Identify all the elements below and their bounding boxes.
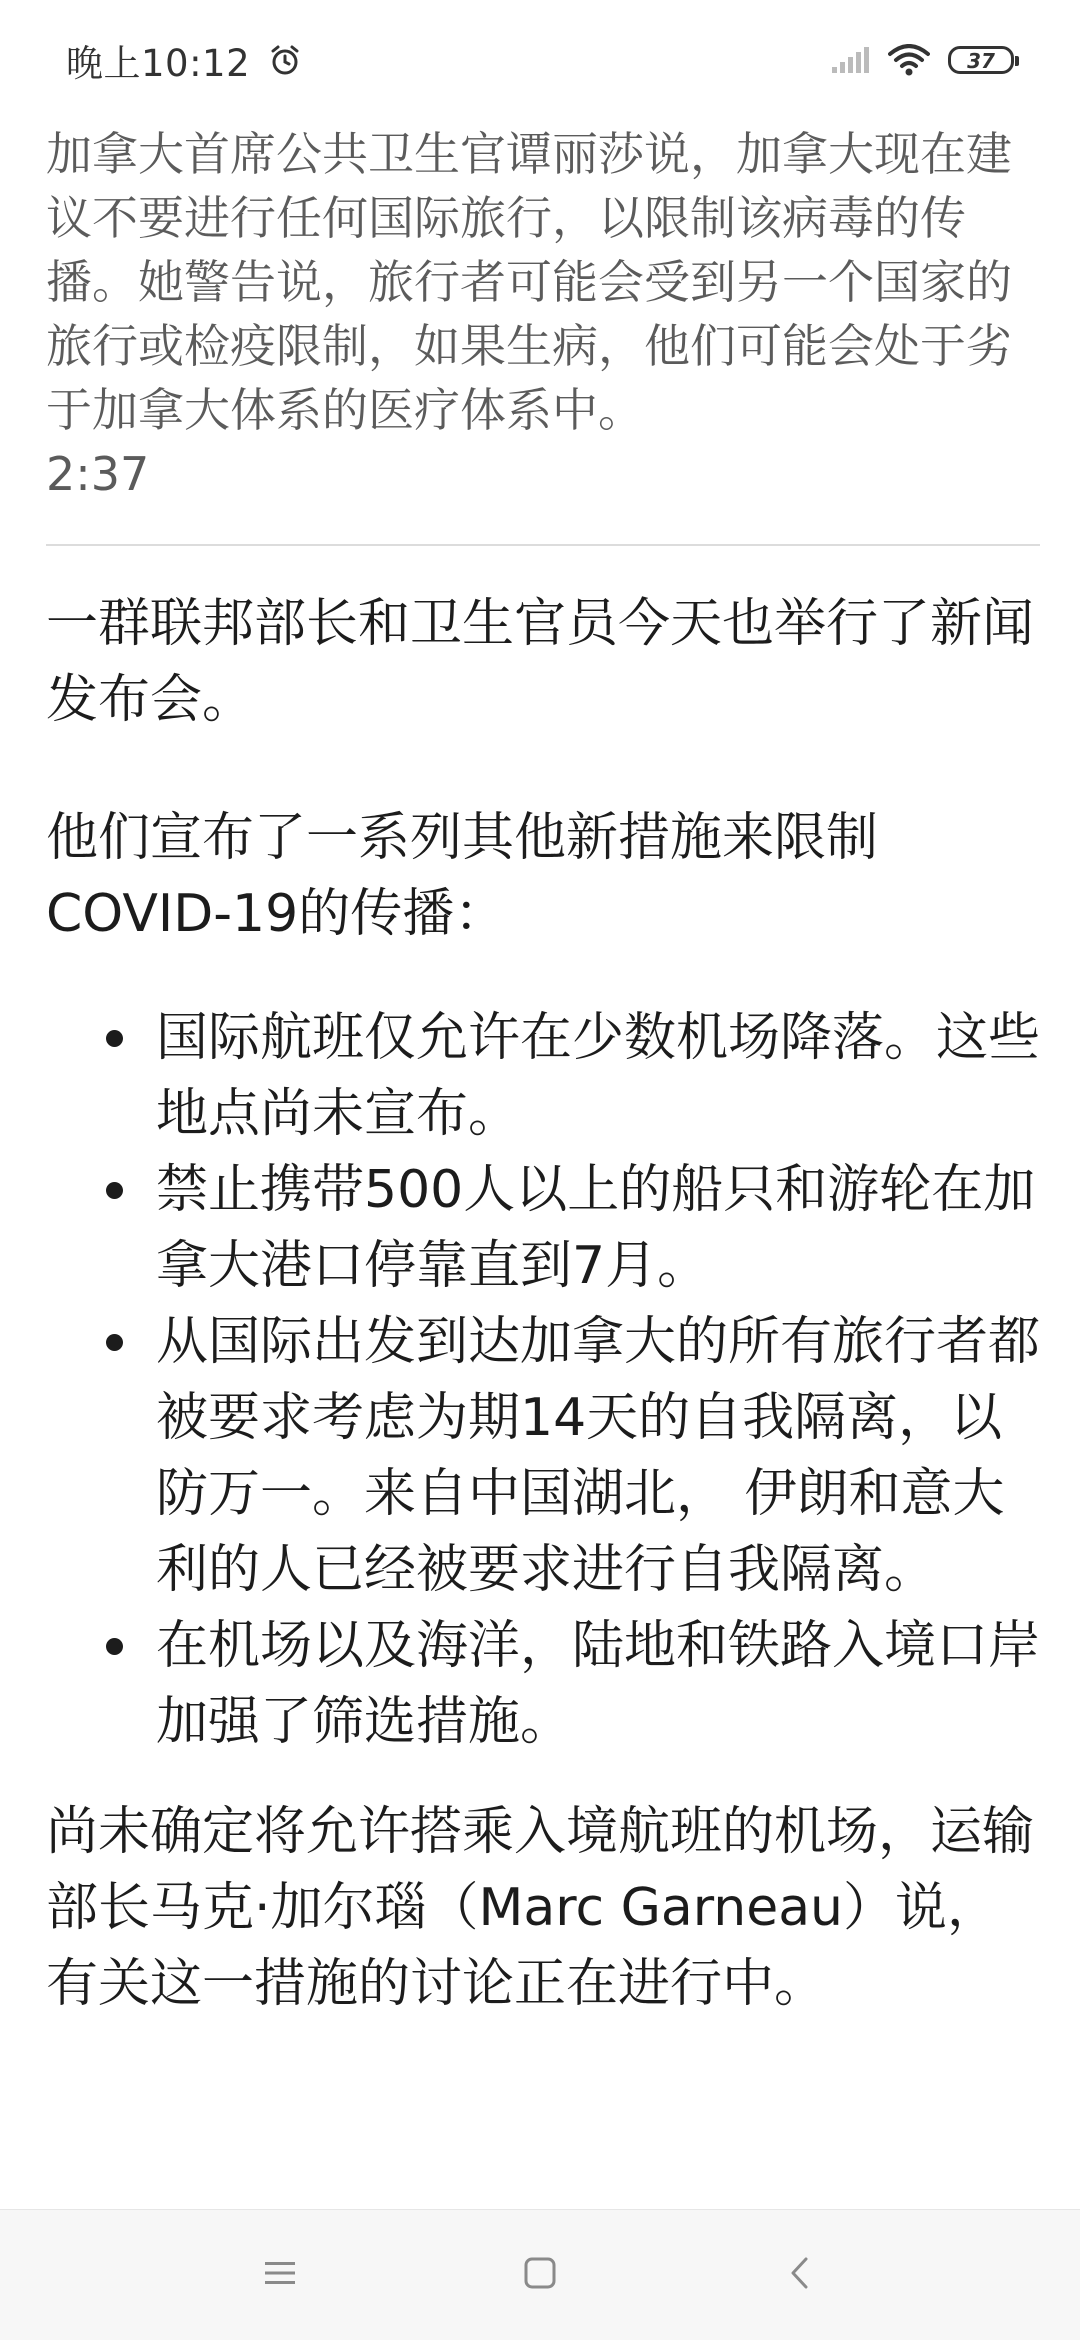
list-item <box>46 1608 1040 1760</box>
quote-time: 2:37 <box>46 447 150 501</box>
list-item <box>46 1304 1040 1608</box>
menu-icon <box>263 2259 297 2291</box>
measures-list <box>46 1000 1040 1760</box>
home-square-icon <box>523 2256 557 2294</box>
navigation-bar <box>0 2209 1080 2340</box>
list-item-text: 禁止携带500人以上的船只和游轮在加拿大港口停靠直到7月。 <box>156 1160 1036 1296</box>
back-button[interactable] <box>770 2245 830 2305</box>
bullet-dot <box>106 1334 123 1351</box>
status-left <box>66 33 302 87</box>
list-item-text: 国际航班仅允许在少数机场降落。这些地点尚未宣布。 <box>156 1008 1041 1144</box>
bullet-dot <box>106 1030 123 1047</box>
list-item-text: 在机场以及海洋，陆地和铁路入境口岸加强了筛选措施。 <box>156 1616 1041 1752</box>
bullet-dot <box>106 1638 123 1655</box>
menu-button[interactable] <box>250 2245 310 2305</box>
battery-icon <box>948 46 1014 74</box>
list-item-text: 从国际出发到达加拿大的所有旅行者都被要求考虑为期14天的自我隔离，以防万一。来自中国湖北， 伊朗和意大利的人已经被要求进行自我隔离。 <box>156 1312 1041 1600</box>
article-paragraph-3: 尚未确定将允许搭乘入境航班的机场，运输部长马克·加尔瑙（Marc Garneau）说，有关这一措施的讨论正在进行中。 <box>46 1802 1035 2014</box>
battery-level: 37 <box>967 48 995 73</box>
alarm-icon <box>268 43 302 77</box>
list-item <box>46 1152 1040 1304</box>
status-right <box>830 44 1014 76</box>
list-item <box>46 1000 1040 1152</box>
divider <box>46 544 1040 546</box>
signal-icon <box>830 45 870 75</box>
quote-block <box>46 122 1040 506</box>
article-paragraph-2: 他们宣布了一系列其他新措施来限制COVID-19的传播： <box>46 808 879 944</box>
article-content <box>46 122 1040 2022</box>
quote-text: 加拿大首席公共卫生官谭丽莎说，加拿大现在建议不要进行任何国际旅行，以限制该病毒的传播。她警告说，旅行者可能会受到另一个国家的旅行或检疫限制，如果生病，他们可能会处于劣于加拿大体系的医疗体系中。 <box>46 127 1012 437</box>
status-time: 晚上10:12 <box>66 42 251 85</box>
back-chevron-icon <box>788 2256 812 2294</box>
home-button[interactable] <box>510 2245 570 2305</box>
wifi-icon <box>888 44 930 76</box>
status-bar <box>0 0 1080 120</box>
article-paragraph-1: 一群联邦部长和卫生官员今天也举行了新闻发布会。 <box>46 594 1035 730</box>
bullet-dot <box>106 1182 123 1199</box>
